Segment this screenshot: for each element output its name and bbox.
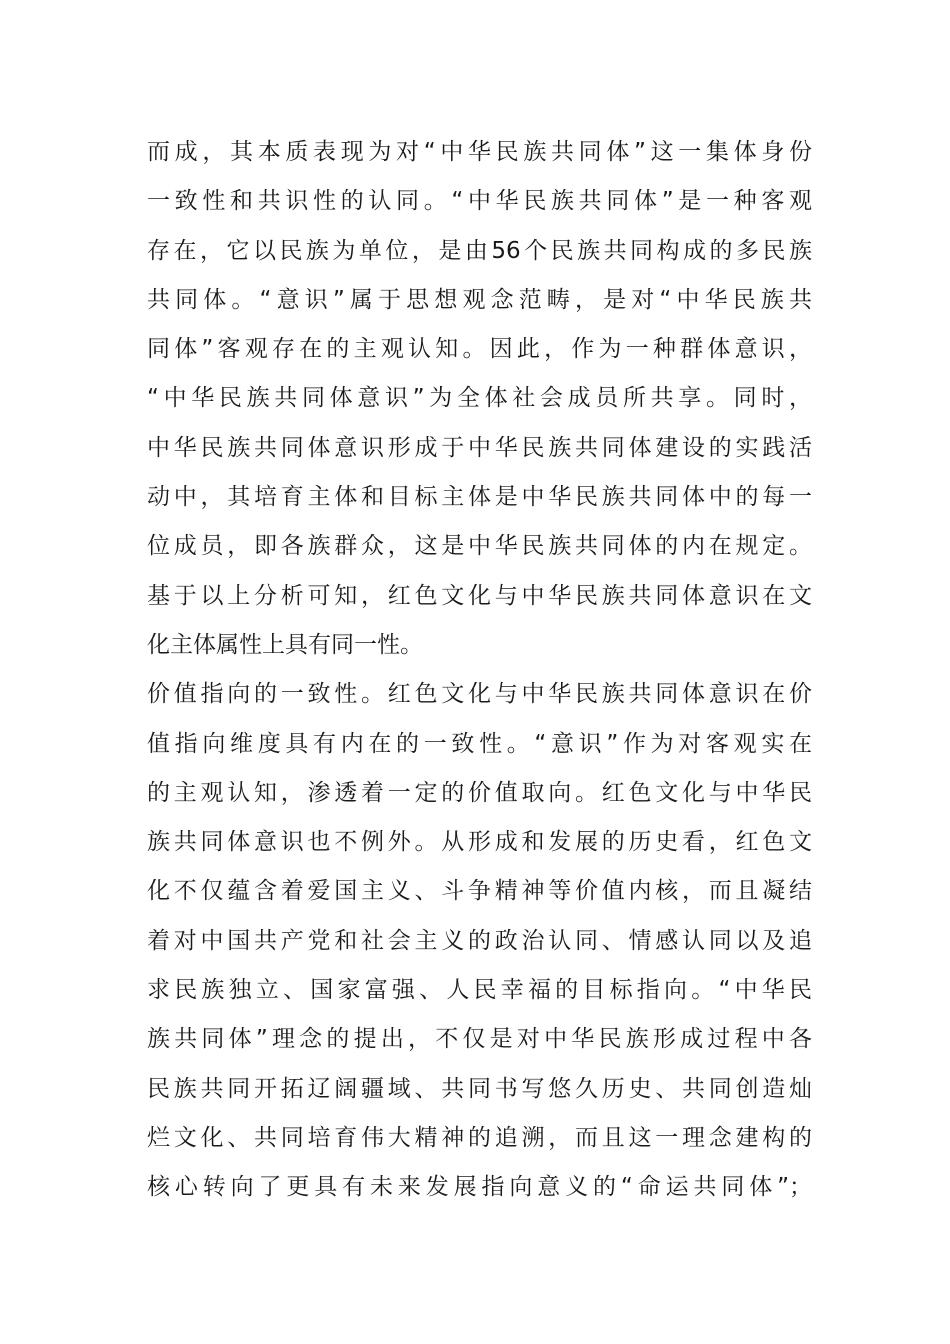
- text-line: 民族共同开拓辽阔疆域、共同书写悠久历史、共同创造灿: [147, 1075, 812, 1102]
- text-line: 基于以上分析可知，红色文化与中华民族共同体意识在文: [147, 582, 812, 609]
- text-line: 核心转向了更具有未来发展指向意义的“命运共同体”；: [147, 1174, 812, 1201]
- text-line: 同体”客观存在的主观认知。因此，作为一种群体意识，: [147, 336, 812, 363]
- body-text: [147, 128, 812, 1213]
- text-line: 化不仅蕴含着爱国主义、斗争精神等价值内核，而且凝结: [147, 878, 812, 905]
- text-line: 值指向维度具有内在的一致性。“意识”作为对客观实在: [147, 730, 812, 757]
- text-line: 的主观认知，渗透着一定的价值取向。红色文化与中华民: [147, 779, 812, 806]
- text-line: 中华民族共同体意识形成于中华民族共同体建设的实践活: [147, 434, 812, 461]
- text-line: 一致性和共识性的认同。“中华民族共同体”是一种客观: [147, 188, 812, 215]
- text-line: 存在，它以民族为单位，是由56个民族共同构成的多民族: [147, 237, 812, 264]
- text-line: 族共同体”理念的提出，不仅是对中华民族形成过程中各: [147, 1026, 812, 1053]
- text-line: 求民族独立、国家富强、人民幸福的目标指向。“中华民: [147, 977, 812, 1004]
- text-line: 着对中国共产党和社会主义的政治认同、情感认同以及追: [147, 927, 812, 954]
- text-line: 动中，其培育主体和目标主体是中华民族共同体中的每一: [147, 484, 812, 511]
- text-line: 位成员，即各族群众，这是中华民族共同体的内在规定。: [147, 533, 812, 560]
- text-line: 共同体。“意识”属于思想观念范畴，是对“中华民族共: [147, 286, 812, 313]
- text-line: 而成，其本质表现为对“中华民族共同体”这一集体身份: [147, 139, 812, 165]
- text-line: “中华民族共同体意识”为全体社会成员所共享。同时，: [147, 385, 812, 412]
- text-line: 烂文化、共同培育伟大精神的追溯，而且这一理念建构的: [147, 1124, 812, 1151]
- paragraph-end-line: 化主体属性上具有同一性。: [147, 631, 423, 658]
- text-line: 价值指向的一致性。红色文化与中华民族共同体意识在价: [147, 681, 812, 708]
- text-line: 族共同体意识也不例外。从形成和发展的历史看，红色文: [147, 829, 812, 856]
